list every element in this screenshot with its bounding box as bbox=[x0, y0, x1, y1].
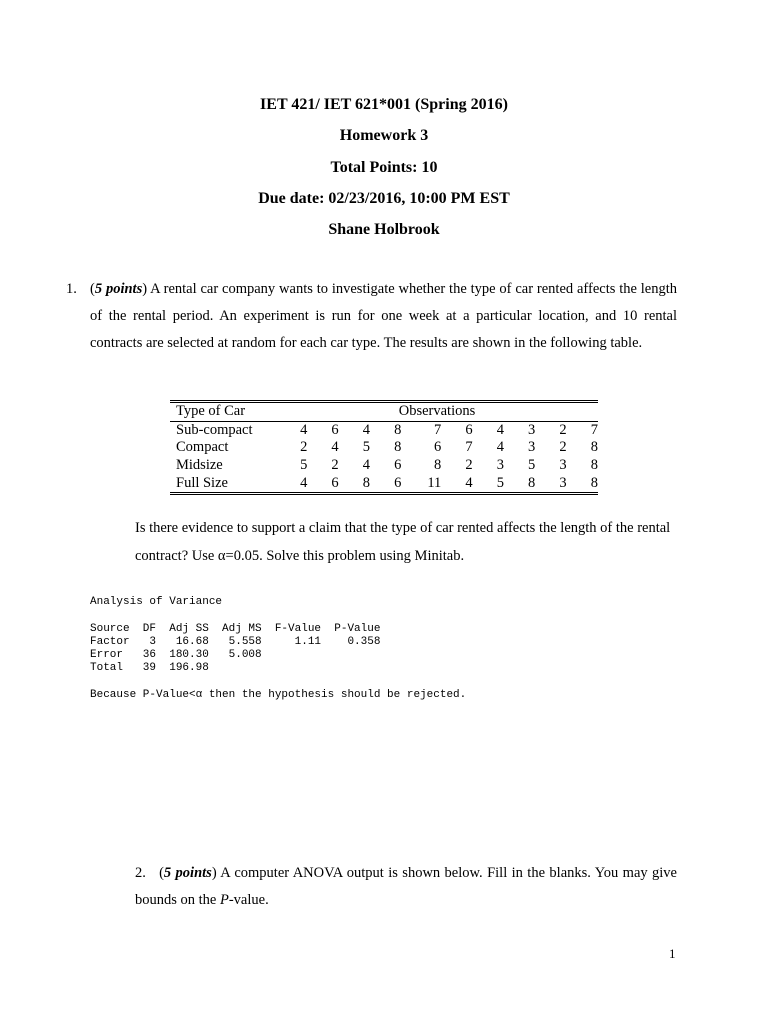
observation-cell: 2 bbox=[300, 439, 308, 456]
observation-cell: 6 bbox=[394, 457, 402, 474]
observation-cell: 4 bbox=[465, 474, 473, 491]
cell-spacer bbox=[535, 474, 557, 493]
cell-spacer bbox=[339, 457, 361, 475]
car-type-cell: Sub-compact bbox=[176, 421, 253, 438]
observation-cell: 6 bbox=[434, 439, 442, 456]
observation-cell: 3 bbox=[496, 457, 504, 474]
cell-spacer bbox=[535, 421, 557, 439]
cell-spacer bbox=[441, 474, 463, 493]
cell-spacer bbox=[504, 474, 526, 493]
cell-spacer bbox=[504, 457, 526, 475]
total-points: Total Points: 10 bbox=[330, 158, 438, 176]
question-1-number: 1. bbox=[66, 281, 77, 297]
observation-cell: 11 bbox=[427, 474, 442, 491]
observation-cell: 8 bbox=[590, 457, 598, 474]
observation-cell: 4 bbox=[362, 421, 370, 438]
question-1-points: 5 points bbox=[94, 281, 143, 297]
observation-cell: 2 bbox=[331, 457, 339, 474]
observation-cell: 8 bbox=[394, 421, 402, 438]
due-date: Due date: 02/23/2016, 10:00 PM EST bbox=[258, 189, 510, 207]
table-row bbox=[170, 474, 598, 493]
cell-spacer bbox=[307, 421, 329, 439]
cell-spacer bbox=[339, 439, 361, 457]
cell-spacer bbox=[276, 457, 298, 475]
cell-spacer bbox=[276, 421, 298, 439]
observation-cell: 5 bbox=[496, 474, 504, 491]
cell-spacer bbox=[401, 439, 423, 457]
car-type-cell: Midsize bbox=[176, 457, 223, 474]
cell-spacer bbox=[567, 474, 589, 493]
observation-cell: 4 bbox=[300, 474, 308, 491]
car-type-cell: Full Size bbox=[176, 474, 228, 491]
cell-spacer bbox=[370, 439, 392, 457]
observation-cell: 8 bbox=[590, 474, 598, 491]
question-2-body-2: -value. bbox=[228, 892, 269, 908]
observation-cell: 7 bbox=[590, 421, 598, 438]
cell-spacer bbox=[401, 421, 423, 439]
question-1-prompt: Is there evidence to support a claim that the type of car rented affects the length of the rental contract? Use α=0.05. Solve this problem using Minitab. bbox=[135, 520, 671, 564]
cell-spacer bbox=[370, 474, 392, 493]
observation-cell: 4 bbox=[362, 457, 370, 474]
question-1-text: (5 points) A rental car company wants to investigate whether the type of car rented affects the length of the rental period. An experiment is run for one week at a particular location, and 10 rental contracts are selected at random for each car type. The results are shown in the following table. bbox=[90, 281, 678, 351]
cell-spacer bbox=[276, 439, 298, 457]
cell-spacer bbox=[441, 439, 463, 457]
student-name: Shane Holbrook bbox=[328, 221, 440, 239]
observation-cell: 4 bbox=[496, 421, 504, 438]
cell-spacer bbox=[339, 421, 361, 439]
cell-spacer bbox=[370, 457, 392, 475]
observation-cell: 3 bbox=[559, 457, 567, 474]
cell-spacer bbox=[473, 474, 495, 493]
observations-table bbox=[170, 400, 598, 495]
cell-spacer bbox=[401, 474, 423, 493]
cell-spacer bbox=[504, 439, 526, 457]
observation-cell: 4 bbox=[300, 421, 308, 438]
observation-cell: 7 bbox=[465, 439, 473, 456]
car-type-cell: Compact bbox=[176, 439, 229, 456]
cell-spacer bbox=[535, 439, 557, 457]
table-row bbox=[170, 421, 598, 439]
observation-cell: 6 bbox=[394, 474, 402, 491]
cell-spacer bbox=[307, 474, 329, 493]
document-header bbox=[0, 92, 768, 248]
cell-spacer bbox=[276, 474, 298, 493]
cell-spacer bbox=[567, 439, 589, 457]
cell-spacer bbox=[370, 421, 392, 439]
cell-spacer bbox=[441, 421, 463, 439]
p-value-italic: P bbox=[219, 892, 229, 908]
observation-cell: 4 bbox=[496, 439, 504, 456]
table-row bbox=[170, 439, 598, 457]
observation-cell: 8 bbox=[434, 457, 442, 474]
observation-cell: 2 bbox=[559, 421, 567, 438]
anova-title: Analysis of Variance bbox=[90, 596, 223, 608]
cell-spacer bbox=[339, 474, 361, 493]
observation-cell: 8 bbox=[528, 474, 536, 491]
observation-cell: 3 bbox=[528, 439, 536, 456]
observation-cell: 3 bbox=[528, 421, 536, 438]
cell-spacer bbox=[307, 457, 329, 475]
anova-output-table: Source DF Adj SS Adj MS F-Value P-Value Factor 3 16.68 5.558 1.11 0.358 Error 36 180.30 5.008 Total 39 196.98 bbox=[90, 623, 381, 674]
question-2-points: 5 points bbox=[163, 865, 212, 881]
observation-cell: 2 bbox=[559, 439, 567, 456]
assignment-title: Homework 3 bbox=[339, 127, 429, 145]
question-1-body: A rental car company wants to investigate whether the type of car rented affects the length of the rental period. An experiment is run for one week at a particular location, and 10 rental contracts are selected at random for each car type. The results are shown in the following table. bbox=[90, 281, 678, 351]
course-title: IET 421/ IET 621*001 (Spring 2016) bbox=[260, 96, 508, 113]
question-2-body-1: A computer ANOVA output is shown below. Fill in the blanks. You may give bounds on the bbox=[135, 865, 677, 908]
observation-cell: 6 bbox=[331, 474, 339, 491]
page-number: 1 bbox=[669, 946, 676, 961]
observation-cell: 4 bbox=[331, 439, 339, 456]
observation-cell: 8 bbox=[394, 439, 402, 456]
observation-cell: 6 bbox=[331, 421, 339, 438]
observation-cell: 6 bbox=[465, 421, 473, 438]
cell-spacer bbox=[401, 457, 423, 475]
question-2-number: 2. bbox=[135, 865, 146, 881]
table-row bbox=[170, 457, 598, 475]
observation-cell: 3 bbox=[559, 474, 567, 491]
anova-conclusion: Because P-Value<α then the hypothesis should be rejected. bbox=[90, 689, 467, 701]
cell-spacer bbox=[473, 457, 495, 475]
observation-cell: 7 bbox=[434, 421, 442, 438]
cell-spacer bbox=[473, 421, 495, 439]
observation-cell: 2 bbox=[465, 457, 473, 474]
observation-cell: 8 bbox=[362, 474, 370, 491]
cell-spacer bbox=[441, 457, 463, 475]
cell-spacer bbox=[567, 457, 589, 475]
question-2-text: 2. (5 points) A computer ANOVA output is shown below. Fill in the blanks. You may give bounds on the P-value. bbox=[135, 865, 677, 908]
cell-spacer bbox=[535, 457, 557, 475]
observation-cell: 5 bbox=[528, 457, 536, 474]
observation-cell: 5 bbox=[300, 457, 308, 474]
cell-spacer bbox=[504, 421, 526, 439]
observation-cell: 8 bbox=[590, 439, 598, 456]
type-of-car-header: Type of Car bbox=[176, 403, 246, 420]
cell-spacer bbox=[473, 439, 495, 457]
cell-spacer bbox=[307, 439, 329, 457]
observation-cell: 5 bbox=[362, 439, 370, 456]
observations-header: Observations bbox=[398, 403, 476, 420]
cell-spacer bbox=[567, 421, 589, 439]
